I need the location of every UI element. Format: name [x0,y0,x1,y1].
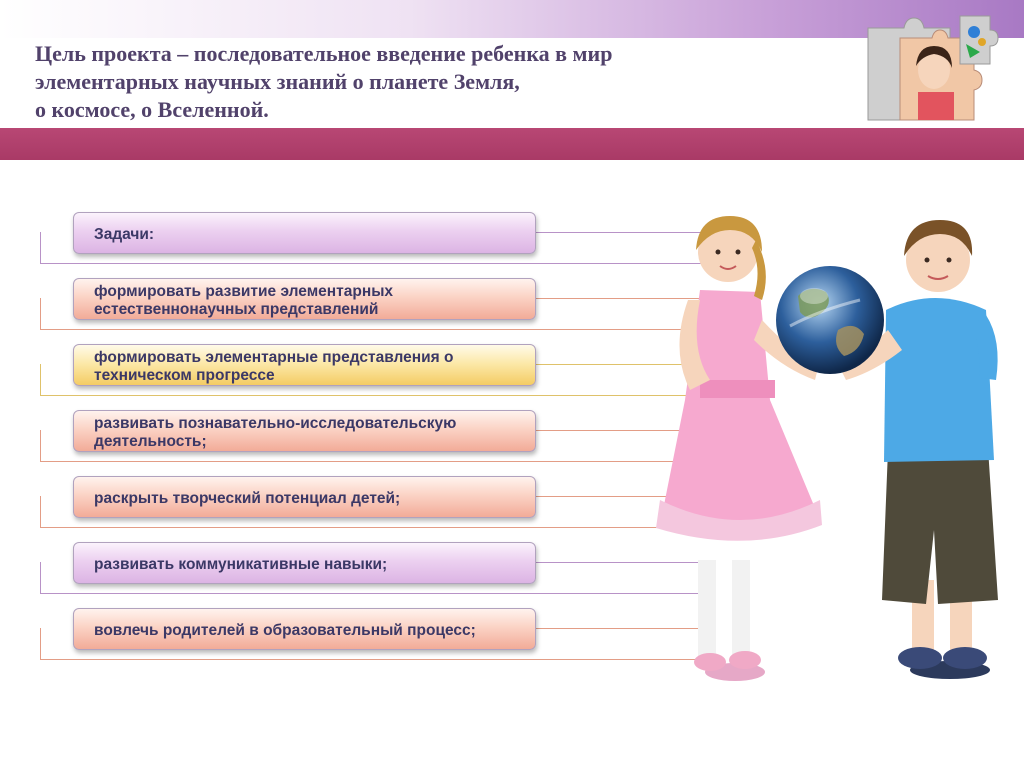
task-box: вовлечь родителей в образовательный процесс; [73,608,536,650]
task-box: формировать развитие элементарных естественнонаучных представлений [73,278,536,320]
puzzle-photo-icon [862,8,1012,126]
task-row [40,344,702,396]
task-row [40,476,702,528]
globe [776,266,884,374]
header-divider-band [0,128,1024,160]
task-box: развивать познавательно-исследовательскую деятельность; [73,410,536,452]
task-box: развивать коммуникативные навыки; [73,542,536,584]
title-line: о космосе, о Вселенной. [35,97,269,122]
task-row [40,278,702,330]
children-globe-illustration [650,200,1010,690]
task-box: формировать элементарные представления о техническом прогрессе [73,344,536,386]
title-line: Цель проекта – последовательное введение ребенка в мир [35,41,613,66]
tasks-heading-box: Задачи: [73,212,536,254]
task-row [40,542,702,594]
task-row [40,608,702,660]
task-row [40,212,702,264]
task-box: раскрыть творческий потенциал детей; [73,476,536,518]
page-title [35,40,825,124]
task-row [40,410,702,462]
title-line: элементарных научных знаний о планете Земля, [35,69,520,94]
